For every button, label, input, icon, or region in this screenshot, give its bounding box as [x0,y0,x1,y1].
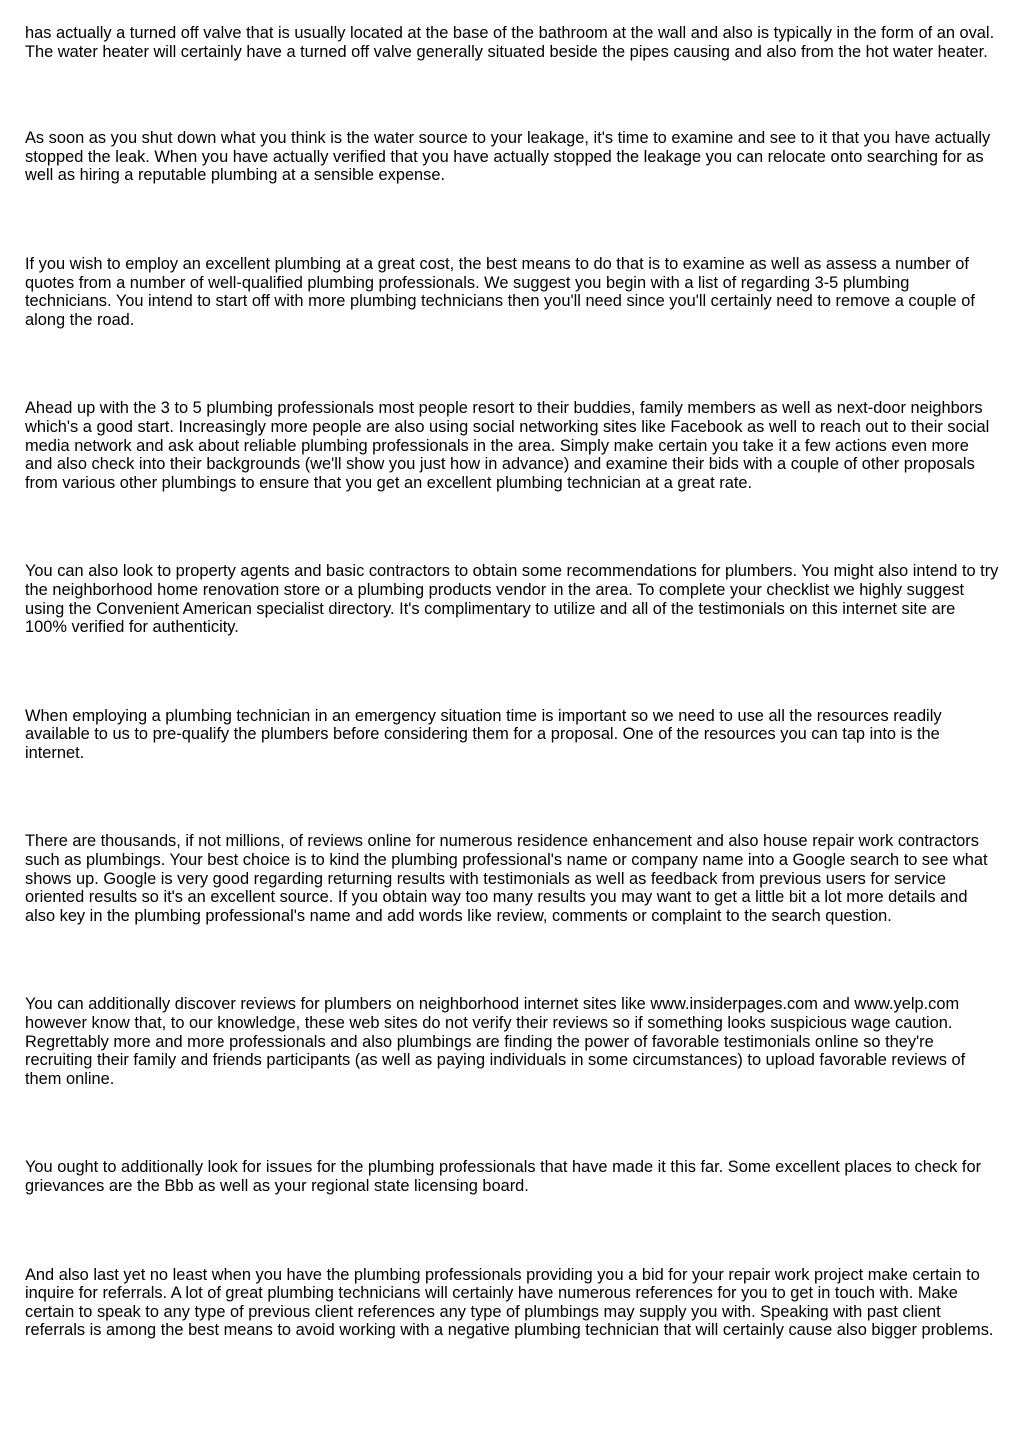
paragraph-2: As soon as you shut down what you think is the water source to your leakage, it's time to examine and see to it that you have actually stopped the leak. When you have actually verified that you have actually stopped the leakage you can relocate onto searching for as well as hiring a reputable plumbing at a sensible expense. [25,129,991,185]
paragraph-8: You can additionally discover reviews for plumbers on neighborhood internet sites like www.insiderpages.com and www.yelp.com however know that, to our knowledge, these web sites do not verify their reviews so if something looks suspicious wage caution. Regrettably more and more professionals and also plumbings are finding the power of favorable testimonials online so they're recruiting their family and friends participants (as well as paying individuals in some circumstances) to upload favorable reviews of them online. [25,995,966,1088]
paragraph-6: When employing a plumbing technician in an emergency situation time is important so we need to use all the resources readily available to us to pre-qualify the plumbers before considering them for a proposal. One of the resources you can tap into is the internet. [25,706,942,762]
paragraph-10: And also last yet no least when you have the plumbing professionals providing you a bid for your repair work project make certain to inquire for referrals. A lot of great plumbing technicians will certainly have numerous references for you to get in touch with. Make certain to speak to any type of previous client references any type of plumbings may supply you with. Speaking with past client referrals is among the best means to avoid working with a negative plumbing technician that will certainly cause also bigger problems. [25,1265,994,1340]
paragraph-1: has actually a turned off valve that is usually located at the base of the bathroom at the wall and also is typically in the form of an oval. The water heater will certainly have a turned off valve generally situated beside the pipes causing and also from the hot water heater. [25,24,995,61]
paragraph-4: Ahead up with the 3 to 5 plumbing professionals most people resort to their buddies, family members as well as next-door neighbors which's a good start. Increasingly more people are also using social networking sites like Facebook as well to reach out to their social media network and ask about reliable plumbing professionals in the area. Simply make certain you take it a few actions even more and also check into their backgrounds (we'll show you just how in advance) and examine their bids with a couple of other proposals from various other plumbings to ensure that you get an excellent plumbing technician at a great rate. [25,399,990,492]
paragraph-3: If you wish to employ an excellent plumbing at a great cost, the best means to do that is to examine as well as assess a number of quotes from a number of well-qualified plumbing professionals. We suggest you begin with a list of regarding 3-5 plumbing technicians. You intend to start off with more plumbing technicians then you'll need since you'll certainly need to remove a couple of along the road. [25,254,975,329]
paragraph-5: You can also look to property agents and basic contractors to obtain some recommendations for plumbers. You might also intend to try the neighborhood home renovation store or a plumbing products vendor in the area. To complete your checklist we highly suggest using the Convenient American specialist directory. It's complimentary to utilize and all of the testimonials on this internet site are 100% verified for authenticity. [25,562,999,637]
paragraph-9: You ought to additionally look for issues for the plumbing professionals that have made it this far. Some excellent places to check for grievances are the Bbb as well as your regional state licensing board. [25,1158,982,1195]
paragraph-7: There are thousands, if not millions, of reviews online for numerous residence enhancement and also house repair work contractors such as plumbings. Your best choice is to kind the plumbing professional's name or company name into a Google search to see what shows up. Google is very good regarding returning results with testimonials as well as feedback from previous users for service oriented results so it's an excellent source. If you obtain way too many results you may want to get a little bit a lot more details and also key in the plumbing professional's name and add words like review, comments or complaint to the search question. [25,832,988,925]
